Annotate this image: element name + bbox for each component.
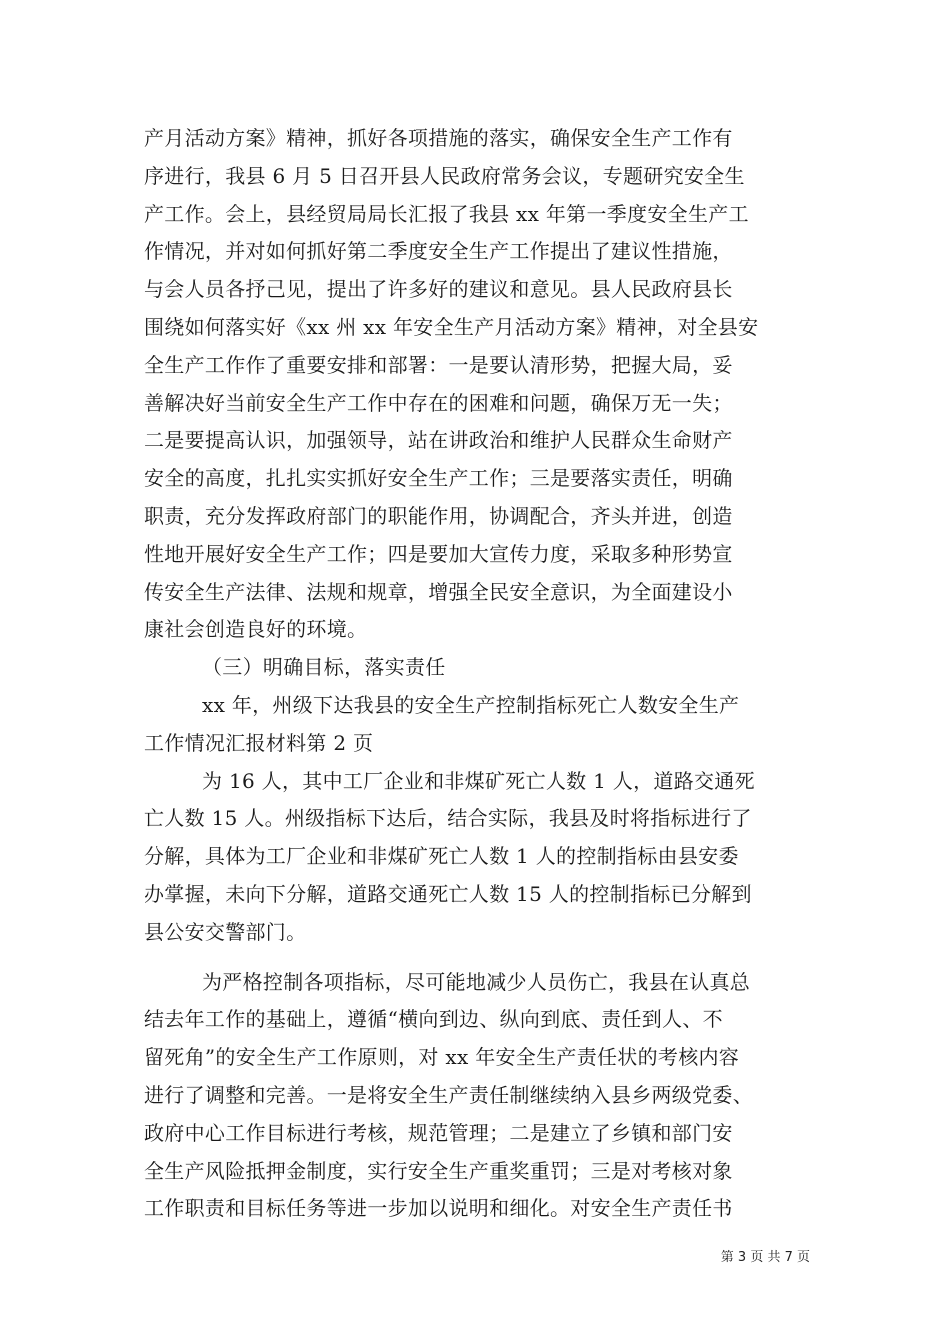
text-line: 善解决好当前安全生产工作中存在的困难和问题，确保万无一失； [144,390,733,415]
text-line: 康社会创造良好的环境。 [144,617,368,642]
text-line: （三）明确目标，落实责任 [202,655,446,680]
paragraph [144,687,824,763]
paragraph [144,964,824,1229]
page-number: 第 3 页 共 7 页 [720,1250,810,1265]
text-line: 二是要提高认识，加强领导，站在讲政治和维护人民群众生命财产 [144,428,733,453]
paragraph [144,763,824,952]
text-line: 县公安交警部门。 [144,919,307,944]
text-line: 全生产工作作了重要安排和部署：一是要认清形势，把握大局，妥 [144,352,733,377]
text-line: 作情况，并对如何抓好第二季度安全生产工作提出了建议性措施， [144,239,733,264]
text-line: 为 16 人，其中工厂企业和非煤矿死亡人数 1 人，道路交通死 [202,768,755,793]
text-line: 分解，具体为工厂企业和非煤矿死亡人数 1 人的控制指标由县安委 [144,844,739,869]
text-line: 性地开展好安全生产工作；四是要加大宣传力度，采取多种形势宣 [144,541,733,566]
text-line: 传安全生产法律、法规和规章，增强全民安全意识，为全面建设小 [144,579,733,604]
text-line: xx 年，州级下达我县的安全生产控制指标死亡人数安全生产 [202,692,740,717]
text-line: 亡人数 15 人。州级指标下达后，结合实际，我县及时将指标进行了 [144,806,752,831]
paragraph [144,120,824,649]
text-line: 留死角”的安全生产工作原则，对 xx 年安全生产责任状的考核内容 [144,1045,740,1070]
text-line: 安全的高度，扎扎实实抓好安全生产工作；三是要落实责任，明确 [144,466,733,491]
text-line: 职责，充分发挥政府部门的职能作用，协调配合，齐头并进，创造 [144,503,733,528]
text-line: 产月活动方案》精神，抓好各项措施的落实，确保安全生产工作有 [144,126,733,150]
text-line: 全生产风险抵押金制度，实行安全生产重奖重罚；三是对考核对象 [144,1158,733,1183]
text-line: 产工作。会上，县经贸局局长汇报了我县 xx 年第一季度安全生产工 [144,201,749,226]
section-heading [144,649,824,687]
text-line: 进行了调整和完善。一是将安全生产责任制继续纳入县乡两级党委、 [144,1082,753,1107]
text-line: 办掌握，未向下分解，道路交通死亡人数 15 人的控制指标已分解到 [144,881,752,906]
text-line: 围绕如何落实好《xx 州 xx 年安全生产月活动方案》精神，对全县安 [144,314,759,339]
text-line: 为严格控制各项指标，尽可能地减少人员伤亡，我县在认真总 [202,969,751,994]
text-line: 结去年工作的基础上，遵循“横向到边、纵向到底、责任到人、不 [144,1007,723,1032]
paragraph-gap [144,952,824,964]
text-line: 工作职责和目标任务等进一步加以说明和细化。对安全生产责任书 [144,1196,733,1221]
text-line: 政府中心工作目标进行考核，规范管理；二是建立了乡镇和部门安 [144,1120,733,1145]
text-line: 序进行，我县 6 月 5 日召开县人民政府常务会议，专题研究安全生 [144,163,745,188]
text-line: 工作情况汇报材料第 2 页 [144,730,374,755]
text-line: 与会人员各抒己见，提出了许多好的建议和意见。县人民政府县长 [144,277,733,302]
document-body [144,120,824,1228]
